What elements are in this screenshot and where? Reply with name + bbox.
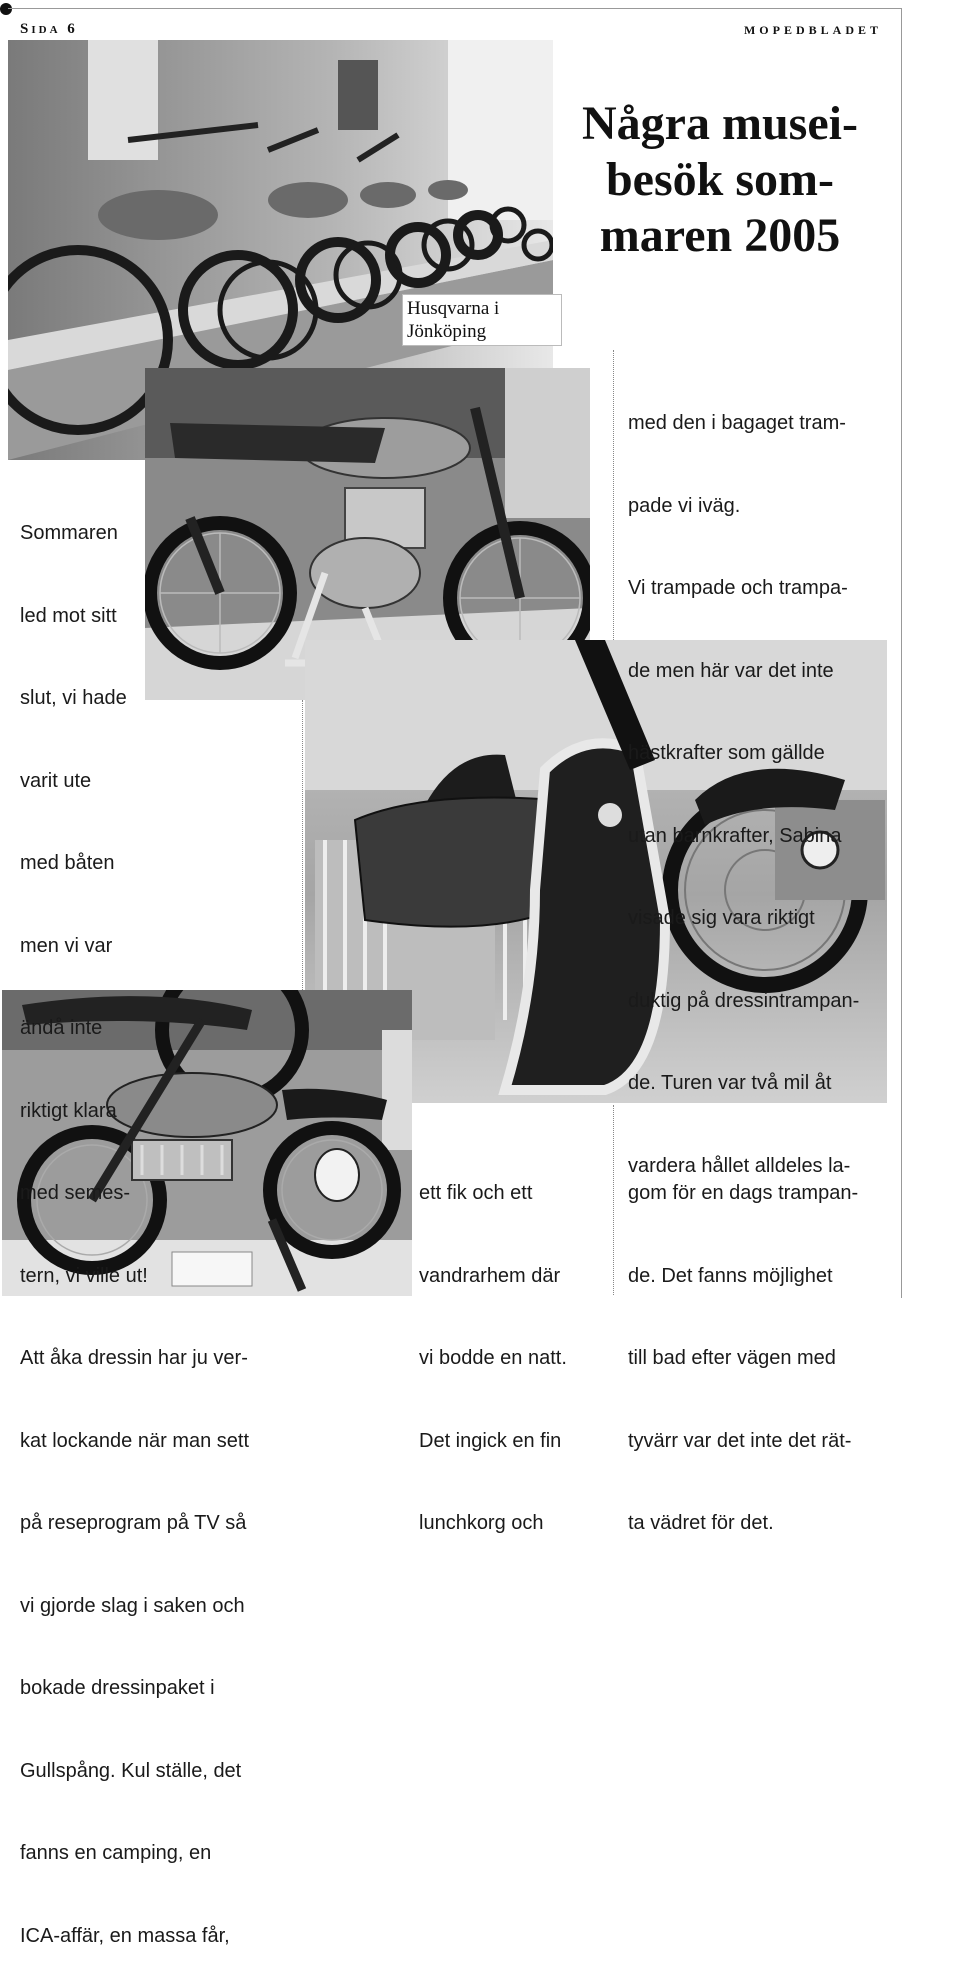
text-line: Gullspång. Kul ställe, det <box>20 1759 242 1782</box>
caption-line: Husqvarna i <box>407 298 500 319</box>
text-line: på reseprogram på TV så <box>20 1512 247 1534</box>
text-line: gom för en dags trampan- <box>628 1182 859 1204</box>
text-line: med den i bagaget tram- <box>628 412 846 434</box>
column-separator <box>613 350 614 640</box>
text-line: de men här var det inte <box>628 659 834 682</box>
text-line: ICA-affär, en massa får, <box>20 1924 230 1947</box>
text-line: utan barnkrafter, Sabina <box>628 824 842 847</box>
publication-name: MOPEDBLADET <box>743 23 882 37</box>
text-line: med båten <box>20 852 115 874</box>
headline-line: besök som- <box>605 153 835 206</box>
page-number: Sida 6 <box>20 21 78 37</box>
column-separator <box>302 700 303 990</box>
body-text-mid-bottom <box>419 1125 567 1565</box>
text-line: led mot sitt <box>20 604 117 627</box>
body-text-right-bottom <box>628 1125 858 1565</box>
top-rule <box>8 8 901 9</box>
text-line: vi bodde en natt. <box>419 1347 567 1369</box>
text-line: ändå inte <box>20 1017 103 1039</box>
text-line: pade vi iväg. <box>628 494 741 517</box>
corner-dot <box>0 3 12 15</box>
text-line: kat lockande när man sett <box>20 1429 250 1452</box>
text-line: de. Turen var två mil åt <box>628 1072 832 1094</box>
text-line: vandrarhem där <box>419 1264 561 1287</box>
text-line: hästkrafter som gällde <box>628 742 825 764</box>
headline-line: Några musei- <box>582 97 858 150</box>
text-line: visade sig vara riktigt <box>628 907 815 929</box>
photo-caption <box>402 294 562 346</box>
body-text-right-top <box>628 355 859 1208</box>
headline-line: maren 2005 <box>599 209 841 262</box>
text-line: Vi trampade och trampa- <box>628 577 848 599</box>
text-line: Det ingick en fin <box>419 1429 562 1452</box>
text-line: tyvärr var det inte det rät- <box>628 1429 852 1452</box>
column-separator <box>613 1105 614 1295</box>
text-line: tern, vi ville ut! <box>20 1264 148 1287</box>
text-line: Att åka dressin har ju ver- <box>20 1347 248 1369</box>
text-line: ta vädret för det. <box>628 1512 774 1534</box>
text-line: till bad efter vägen med <box>628 1347 836 1369</box>
text-line: men vi var <box>20 934 113 957</box>
text-line: lunchkorg och <box>419 1512 544 1534</box>
body-text-left-narrow <box>20 465 249 1978</box>
text-line: fanns en camping, en <box>20 1842 212 1864</box>
text-line: Sommaren <box>20 522 118 544</box>
text-line: riktigt klara <box>20 1099 117 1122</box>
text-line: med semes- <box>20 1182 131 1204</box>
right-rule <box>901 8 902 1298</box>
text-line: ett fik och ett <box>419 1182 533 1204</box>
text-line: varit ute <box>20 769 92 792</box>
text-line: vi gjorde slag i saken och <box>20 1594 245 1617</box>
text-line: bokade dressinpaket i <box>20 1677 215 1699</box>
caption-line: Jönköping <box>407 321 487 342</box>
text-line: de. Det fanns möjlighet <box>628 1264 833 1287</box>
text-line: vardera hållet alldeles la- <box>628 1154 851 1177</box>
text-line: duktig på dressintrampan- <box>628 989 860 1012</box>
article-headline <box>555 96 885 264</box>
text-line: slut, vi hade <box>20 687 127 709</box>
